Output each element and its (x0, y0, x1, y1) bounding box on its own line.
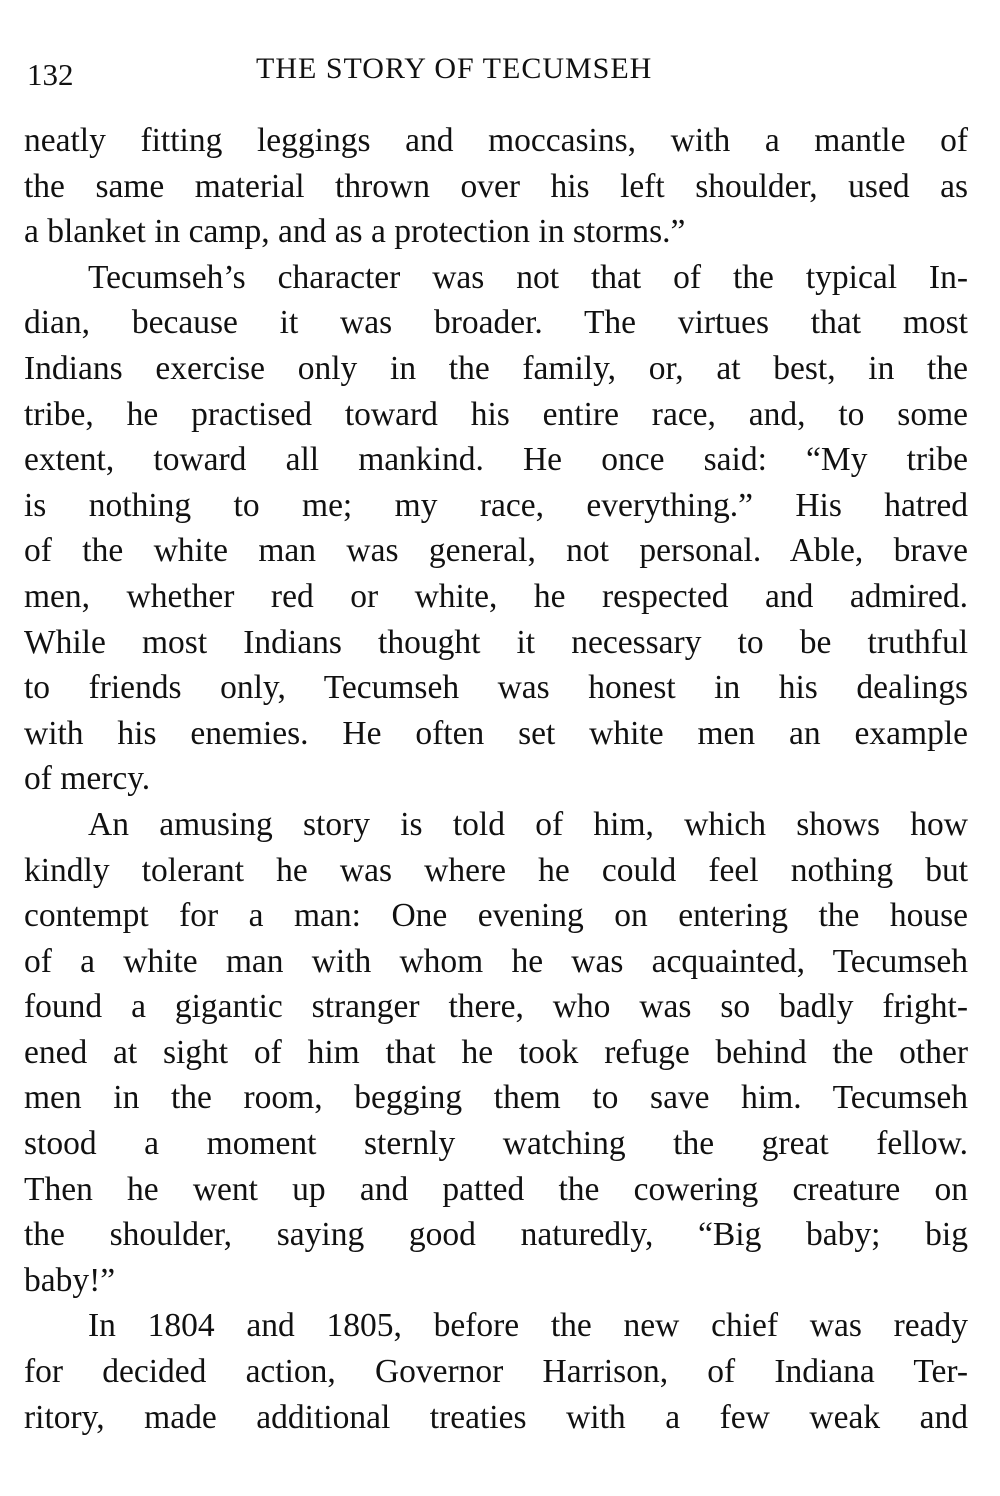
body-text (24, 118, 968, 1440)
text-line: found a gigantic stranger there, who was so badly fright- (24, 988, 968, 1026)
text-line: ened at sight of him that he took refuge behind the other (24, 1033, 968, 1071)
text-line: for decided action, Governor Harrison, of Indiana Ter- (24, 1353, 968, 1391)
running-head-title: THE STORY OF TECUMSEH (256, 52, 653, 85)
text-line: the shoulder, saying good naturedly, “Big baby; big (24, 1216, 968, 1254)
text-line: men, whether red or white, he respected and admired. (24, 577, 968, 615)
text-line: stood a moment sternly watching the great fellow. (24, 1125, 968, 1163)
running-head (24, 40, 968, 98)
text-line: a blanket in camp, and as a protection in storms.” (24, 213, 686, 251)
text-line: of a white man with whom he was acquainted, Tecumseh (24, 942, 968, 980)
text-line: with his enemies. He often set white men an example (24, 714, 968, 752)
text-line: While most Indians thought it necessary to be truthful (24, 623, 968, 661)
paragraph (24, 255, 968, 802)
page-number: 132 (27, 57, 74, 92)
text-line: the same material thrown over his left shoulder, used as (24, 167, 968, 205)
book-page (24, 40, 968, 1440)
text-line: of the white man was general, not personal. Able, brave (24, 532, 968, 570)
text-line: men in the room, begging them to save him. Tecumseh (24, 1079, 968, 1117)
text-line: extent, toward all mankind. He once said: “My tribe (24, 441, 968, 479)
text-line: neatly fitting leggings and moccasins, with a mantle of (24, 122, 968, 159)
text-line: Indians exercise only in the family, or, at best, in the (24, 349, 968, 387)
text-line: to friends only, Tecumseh was honest in his dealings (24, 669, 968, 707)
text-line: Then he went up and patted the cowering creature on (24, 1170, 968, 1208)
paragraph (24, 802, 968, 1304)
text-line: is nothing to me; my race, everything.” His hatred (24, 486, 968, 524)
text-line: of mercy. (24, 760, 151, 798)
paragraph (24, 1303, 968, 1440)
paragraph (24, 118, 968, 255)
text-line: dian, because it was broader. The virtues that most (24, 304, 968, 342)
text-line: baby!” (24, 1261, 116, 1299)
text-line: ritory, made additional treaties with a few weak and (24, 1398, 968, 1436)
text-line: contempt for a man: One evening on entering the house (24, 897, 968, 935)
text-line: kindly tolerant he was where he could feel nothing but (24, 851, 968, 889)
text-line: In 1804 and 1805, before the new chief was ready (88, 1307, 968, 1345)
text-line: tribe, he practised toward his entire race, and, to some (24, 395, 968, 433)
text-line: An amusing story is told of him, which shows how (88, 805, 968, 843)
text-line: Tecumseh’s character was not that of the typical In- (88, 258, 968, 296)
